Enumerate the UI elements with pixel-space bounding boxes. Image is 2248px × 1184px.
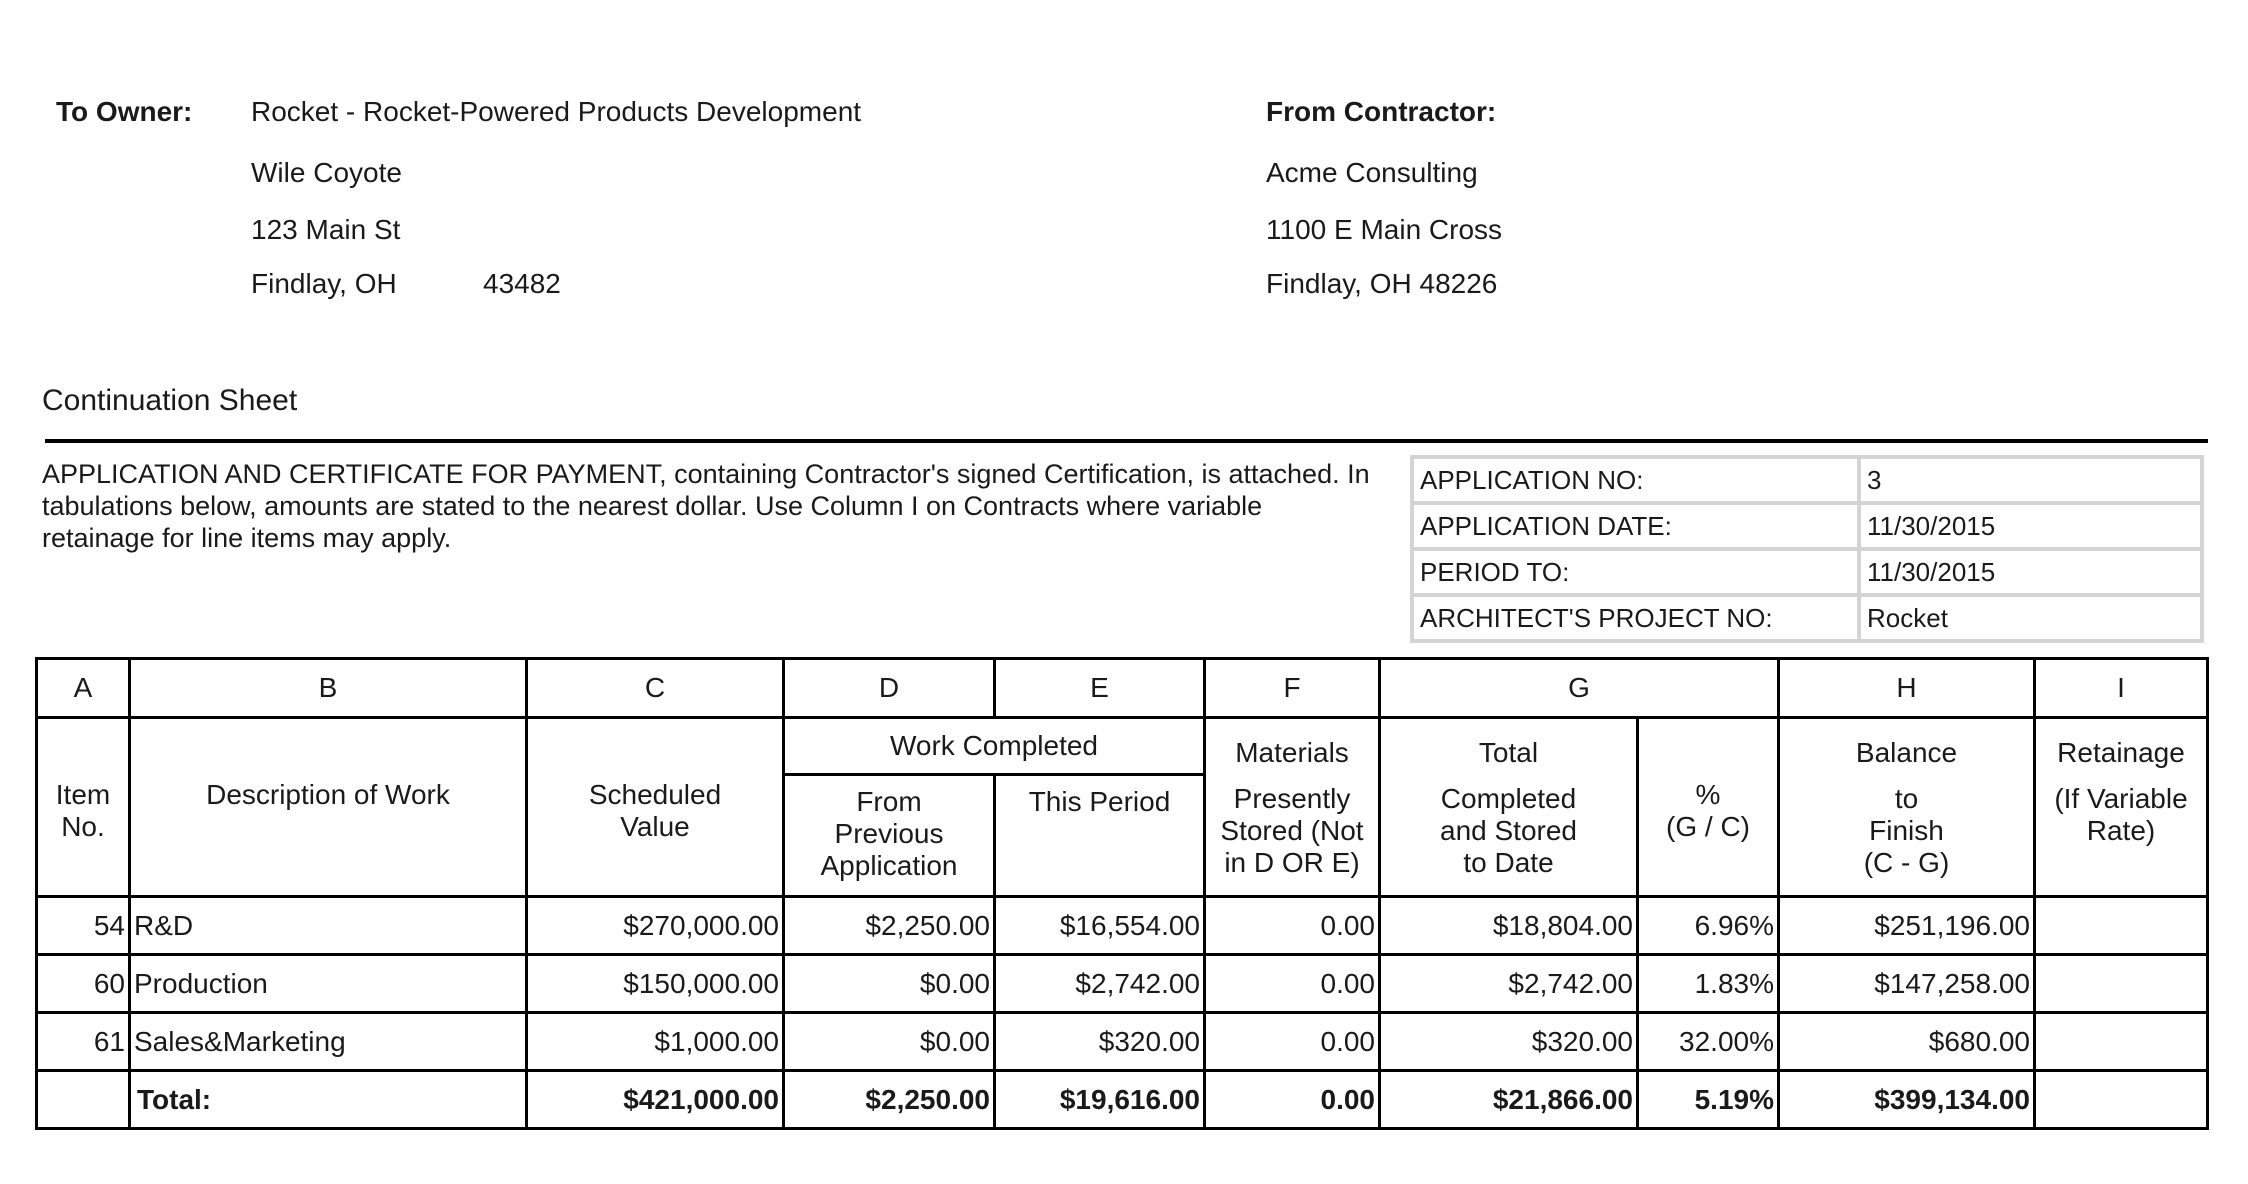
col-letter-c: C: [527, 659, 784, 718]
col-letter-e: E: [995, 659, 1205, 718]
table-row: [37, 1013, 2208, 1071]
header-work-completed: Work Completed: [784, 718, 1205, 775]
materials-stored: 0.00: [1205, 955, 1380, 1013]
header-retainage: Retainage (If Variable Rate): [2035, 718, 2208, 897]
col-letter-a: A: [37, 659, 130, 718]
schedule-of-values-table: [35, 657, 2209, 1130]
from-previous: $0.00: [784, 955, 995, 1013]
total-retainage: [2035, 1071, 2208, 1129]
contractor-name: Acme Consulting: [1266, 157, 1478, 188]
header-row: [37, 718, 2208, 775]
header-balance: Balance to Finish (C - G): [1779, 718, 2035, 897]
from-previous: $0.00: [784, 1013, 995, 1071]
from-contractor-label: From Contractor:: [1266, 96, 1497, 127]
scheduled-value: $150,000.00: [527, 955, 784, 1013]
section-divider: [45, 439, 2208, 443]
total-balance: $399,134.00: [1779, 1071, 2035, 1129]
this-period: $2,742.00: [995, 955, 1205, 1013]
application-info-box: [1410, 455, 2204, 643]
retainage: [2035, 1013, 2208, 1071]
info-row-architect-project-no: [1412, 595, 2202, 641]
this-period: $320.00: [995, 1013, 1205, 1071]
info-label: APPLICATION NO:: [1412, 457, 1859, 503]
total-label: Total:: [130, 1071, 527, 1129]
contractor-city-state-zip: Findlay, OH 48226: [1266, 268, 1498, 299]
info-row-period-to: [1412, 549, 2202, 595]
col-letter-b: B: [130, 659, 527, 718]
retainage: [2035, 897, 2208, 955]
header-description: Description of Work: [130, 718, 527, 897]
info-value: 11/30/2015: [1859, 503, 2202, 549]
total-percent: 5.19%: [1638, 1071, 1779, 1129]
owner-zip: 43482: [483, 268, 561, 299]
header-scheduled-value: Scheduled Value: [527, 718, 784, 897]
info-row-application-no: [1412, 457, 2202, 503]
header-item-no: Item No.: [37, 718, 130, 897]
description: R&D: [130, 897, 527, 955]
contractor-street: 1100 E Main Cross: [1266, 214, 1503, 245]
table-row: [37, 955, 2208, 1013]
intro-text: APPLICATION AND CERTIFICATE FOR PAYMENT, containing Contractor's signed Certification, is attached. In tabulations below, amounts are stated to the nearest dollar. Use Column I on Contracts where variable retainage for line items may apply.: [42, 459, 1370, 553]
total-completed: $18,804.00: [1380, 897, 1638, 955]
col-letter-i: I: [2035, 659, 2208, 718]
column-letter-row: [37, 659, 2208, 718]
info-value: 11/30/2015: [1859, 549, 2202, 595]
item-no: 54: [37, 897, 130, 955]
owner-city-state: Findlay, OH: [251, 268, 397, 299]
percent-complete: 6.96%: [1638, 897, 1779, 955]
header-from-previous: From Previous Application: [784, 775, 995, 897]
owner-contact: Wile Coyote: [251, 157, 402, 188]
item-no: 61: [37, 1013, 130, 1071]
total-this-period: $19,616.00: [995, 1071, 1205, 1129]
owner-street: 123 Main St: [251, 214, 401, 245]
sheet-title: Continuation Sheet: [42, 384, 298, 417]
info-row-application-date: [1412, 503, 2202, 549]
to-owner-label: To Owner:: [56, 96, 193, 127]
description: Production: [130, 955, 527, 1013]
from-previous: $2,250.00: [784, 897, 995, 955]
total-materials-stored: 0.00: [1205, 1071, 1380, 1129]
total-scheduled-value: $421,000.00: [527, 1071, 784, 1129]
info-value: Rocket: [1859, 595, 2202, 641]
header-materials: Materials Presently Stored (Not in D OR E): [1205, 718, 1380, 897]
balance-to-finish: $680.00: [1779, 1013, 2035, 1071]
item-no: 60: [37, 955, 130, 1013]
scheduled-value: $270,000.00: [527, 897, 784, 955]
description: Sales&Marketing: [130, 1013, 527, 1071]
info-label: ARCHITECT'S PROJECT NO:: [1412, 595, 1859, 641]
info-label: APPLICATION DATE:: [1412, 503, 1859, 549]
retainage: [2035, 955, 2208, 1013]
balance-to-finish: $147,258.00: [1779, 955, 2035, 1013]
owner-name: Rocket - Rocket-Powered Products Development: [251, 96, 862, 127]
table-row: [37, 897, 2208, 955]
total-completed: $21,866.00: [1380, 1071, 1638, 1129]
balance-to-finish: $251,196.00: [1779, 897, 2035, 955]
col-letter-d: D: [784, 659, 995, 718]
col-letter-h: H: [1779, 659, 2035, 718]
percent-complete: 32.00%: [1638, 1013, 1779, 1071]
col-letter-f: F: [1205, 659, 1380, 718]
percent-complete: 1.83%: [1638, 955, 1779, 1013]
header-total-completed: Total Completed and Stored to Date: [1380, 718, 1638, 897]
info-value: 3: [1859, 457, 2202, 503]
this-period: $16,554.00: [995, 897, 1205, 955]
scheduled-value: $1,000.00: [527, 1013, 784, 1071]
materials-stored: 0.00: [1205, 897, 1380, 955]
total-completed: $320.00: [1380, 1013, 1638, 1071]
total-completed: $2,742.00: [1380, 955, 1638, 1013]
info-label: PERIOD TO:: [1412, 549, 1859, 595]
col-letter-g: G: [1380, 659, 1779, 718]
total-item-no: [37, 1071, 130, 1129]
materials-stored: 0.00: [1205, 1013, 1380, 1071]
header-percent: % (G / C): [1638, 718, 1779, 897]
total-row: [37, 1071, 2208, 1129]
header-this-period: This Period: [995, 775, 1205, 897]
total-from-previous: $2,250.00: [784, 1071, 995, 1129]
